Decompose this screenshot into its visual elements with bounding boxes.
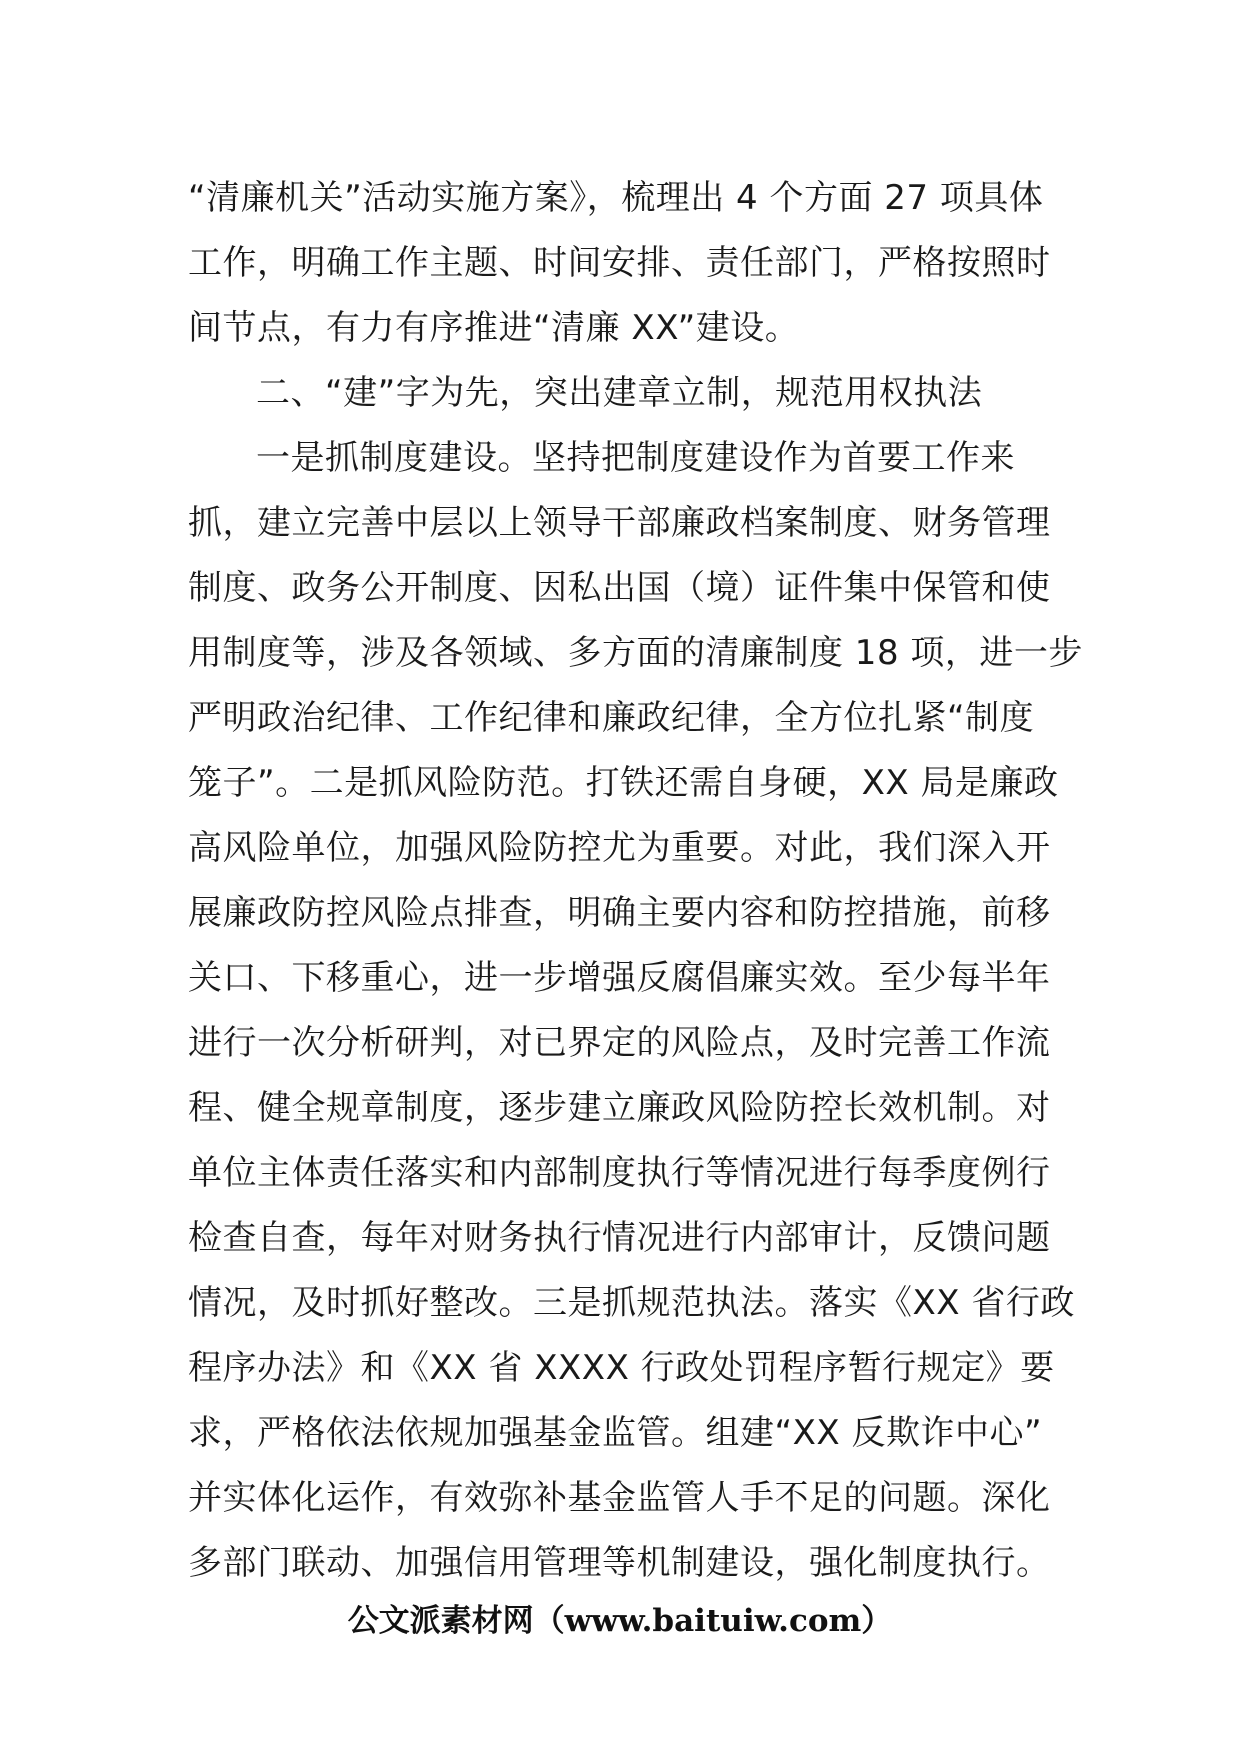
text-line: 制度、政务公开制度、因私出国（境）证件集中保管和使 — [188, 568, 1051, 608]
text-line: 抓，建立完善中层以上领导干部廉政档案制度、财务管理 — [188, 503, 1051, 543]
text-line: 并实体化运作，有效弥补基金监管人手不足的问题。深化 — [188, 1478, 1051, 1518]
text-line: 关口、下移重心，进一步增强反腐倡廉实效。至少每半年 — [188, 958, 1051, 998]
text-line: 用制度等，涉及各领域、多方面的清廉制度 18 项，进一步 — [188, 633, 1083, 673]
document-body — [188, 166, 1083, 1596]
paragraph-first-line: 一是抓制度建设。坚持把制度建设作为首要工作来 — [256, 438, 1015, 478]
text-line: 笼子”。二是抓风险防范。打铁还需自身硬，XX 局是廉政 — [188, 763, 1059, 803]
text-line: “清廉机关”活动实施方案》，梳理出 4 个方面 27 项具体 — [188, 178, 1044, 218]
footer-watermark: 公文派素材网（www.baituiw.com） — [347, 1603, 893, 1639]
text-line: 高风险单位，加强风险防控尤为重要。对此，我们深入开 — [188, 828, 1051, 868]
section-heading: 二、“建”字为先，突出建章立制，规范用权执法 — [256, 373, 983, 413]
text-line: 程、健全规章制度，逐步建立廉政风险防控长效机制。对 — [188, 1088, 1051, 1128]
text-line: 求，严格依法依规加强基金监管。组建“XX 反欺诈中心” — [188, 1413, 1043, 1453]
text-line: 进行一次分析研判，对已界定的风险点，及时完善工作流 — [188, 1023, 1051, 1063]
text-line: 单位主体责任落实和内部制度执行等情况进行每季度例行 — [188, 1153, 1051, 1193]
text-line: 检查自查，每年对财务执行情况进行内部审计，反馈问题 — [188, 1218, 1051, 1258]
text-line: 情况，及时抓好整改。三是抓规范执法。落实《XX 省行政 — [188, 1283, 1075, 1323]
text-line: 程序办法》和《XX 省 XXXX 行政处罚程序暂行规定》要 — [188, 1348, 1055, 1388]
text-line: 展廉政防控风险点排查，明确主要内容和防控措施，前移 — [188, 893, 1051, 933]
text-line: 间节点，有力有序推进“清廉 XX”建设。 — [188, 308, 800, 348]
text-line: 多部门联动、加强信用管理等机制建设，强化制度执行。 — [188, 1543, 1051, 1583]
text-line: 工作，明确工作主题、时间安排、责任部门，严格按照时 — [188, 243, 1051, 283]
text-line: 严明政治纪律、工作纪律和廉政纪律，全方位扎紧“制度 — [188, 698, 1035, 738]
